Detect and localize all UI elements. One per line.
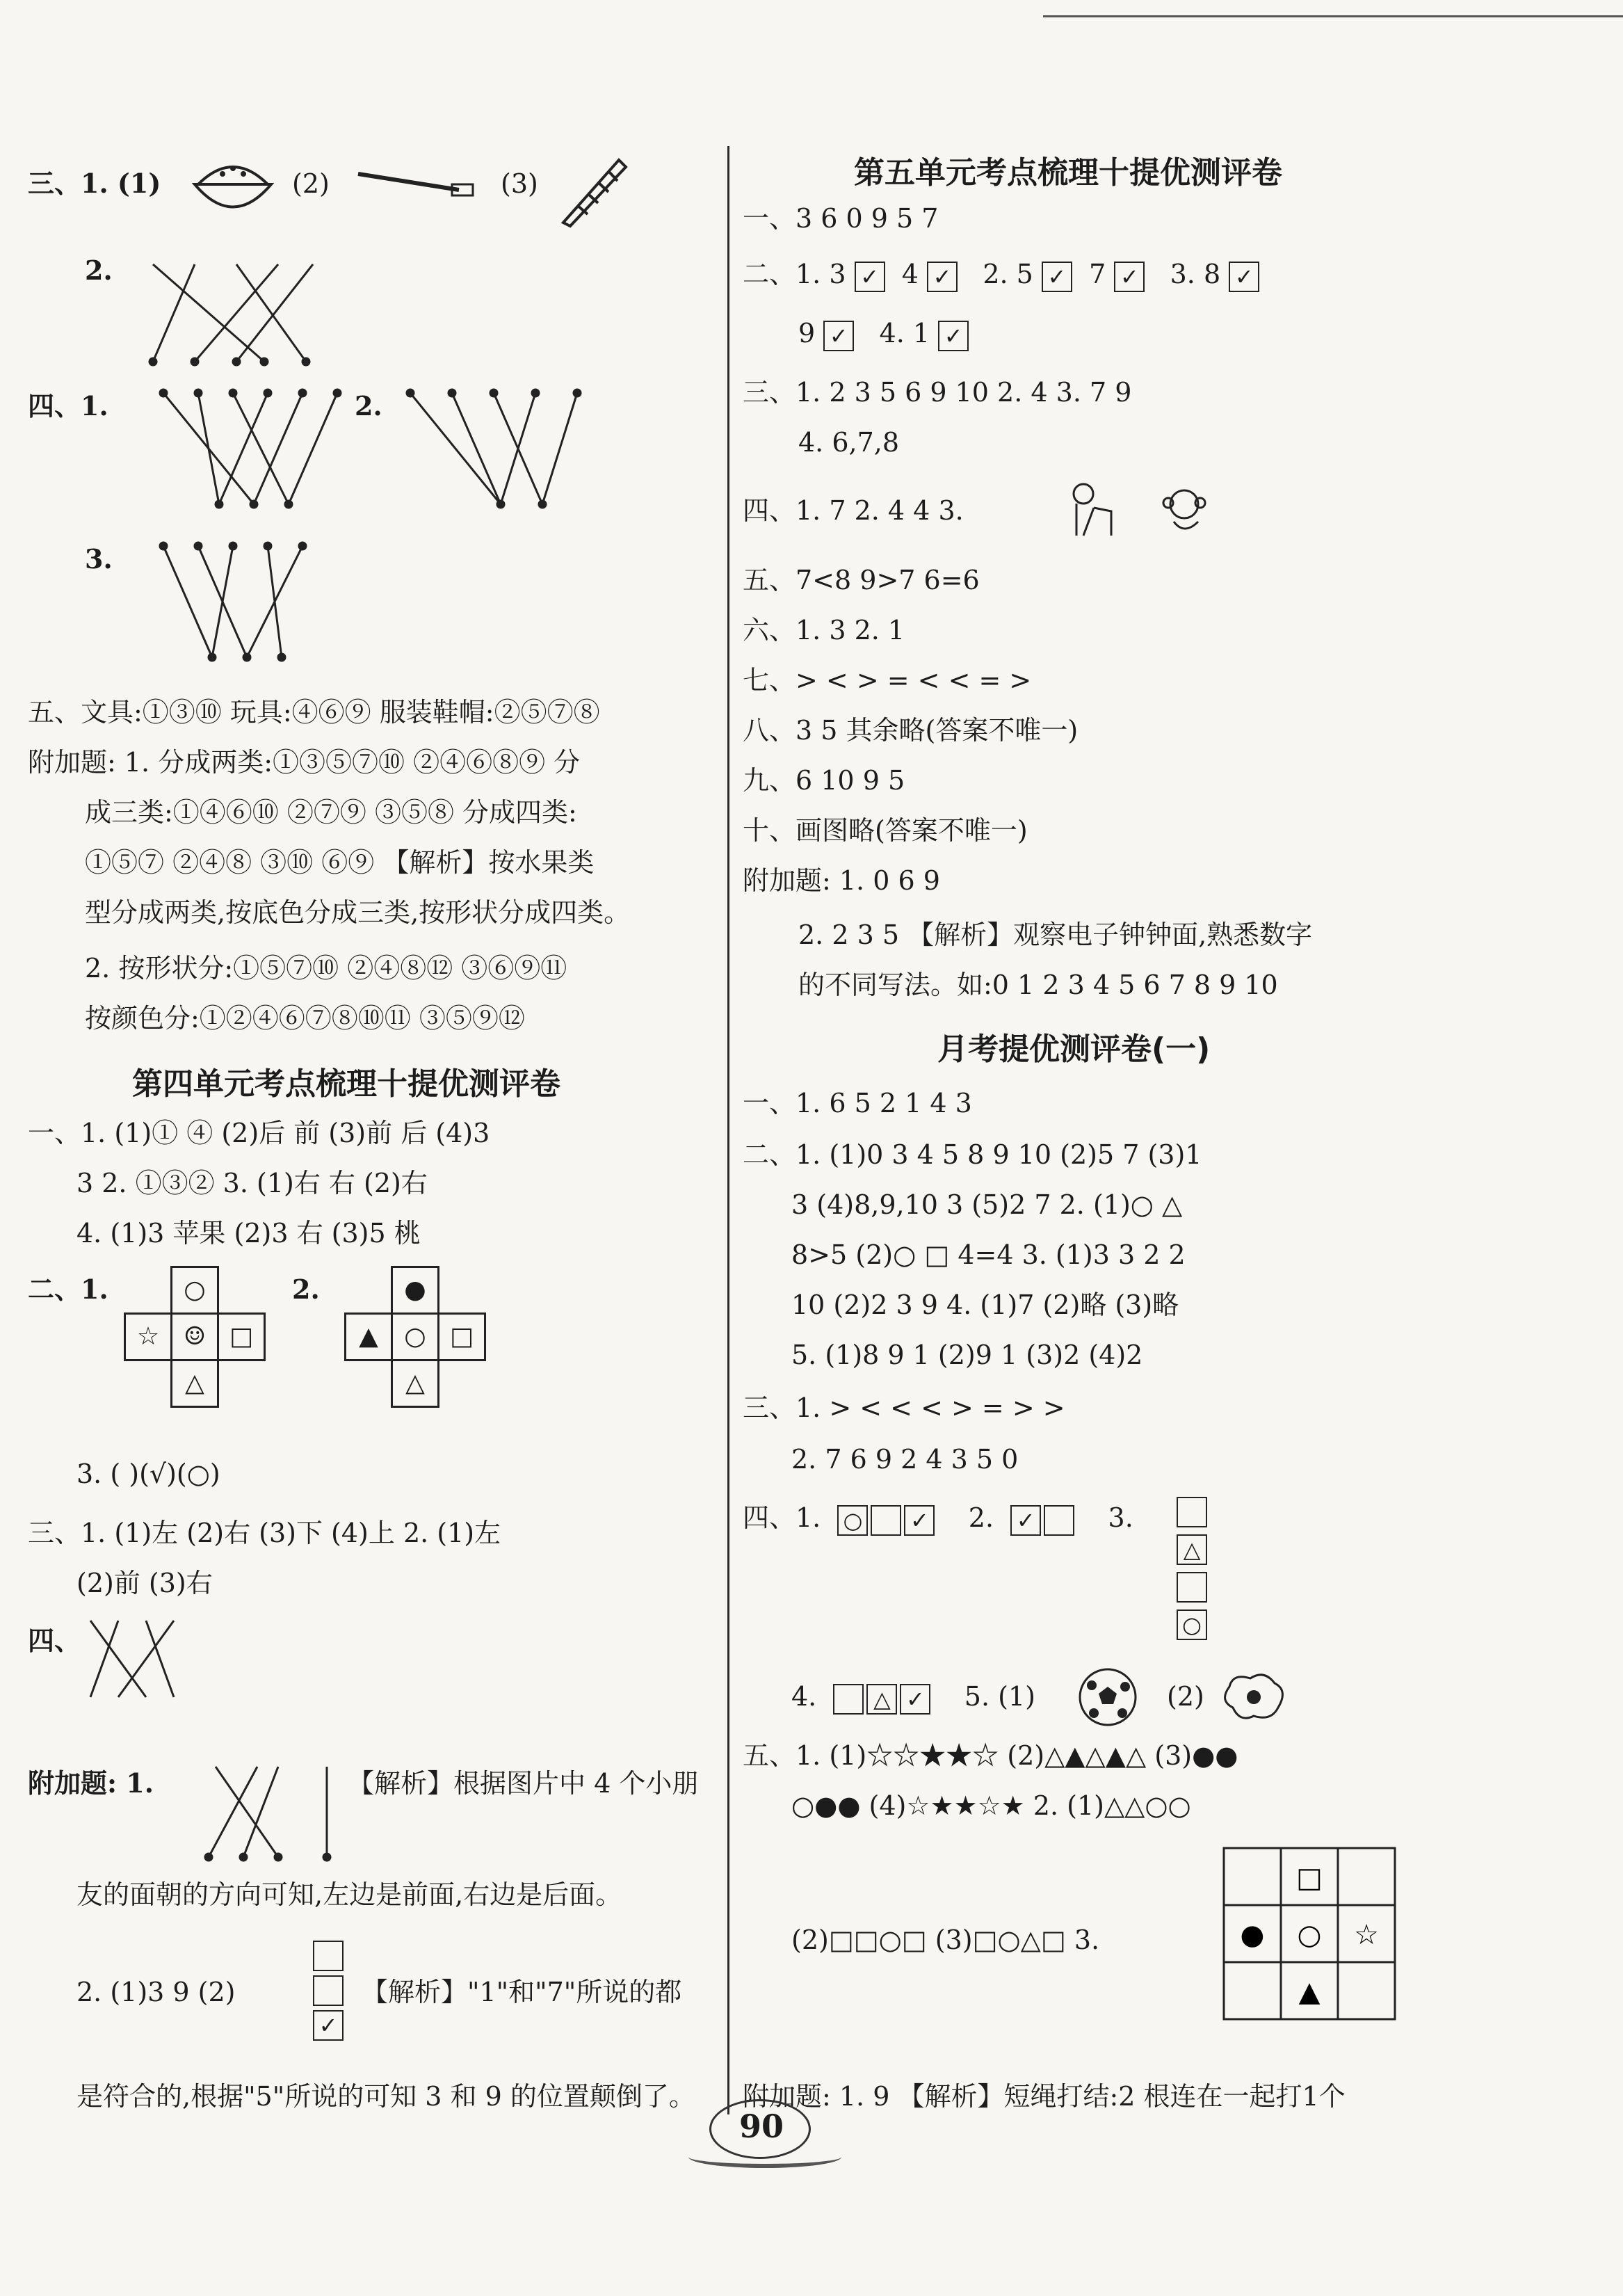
toothbrush-icon bbox=[355, 163, 480, 205]
matching-lines-2 bbox=[129, 379, 379, 518]
m5-line-c: (2)□□○□ (3)□○△□ 3. bbox=[791, 1925, 1100, 1955]
r3-line-a: 三、1. 2 3 5 6 9 10 2. 4 3. 7 9 bbox=[743, 377, 1132, 408]
matching-lines-5 bbox=[76, 1614, 202, 1711]
s5-line: 五、文具:①③⑩ 玩具:④⑥⑨ 服装鞋帽:②⑤⑦⑧ bbox=[28, 697, 600, 728]
r2f-text: 9 bbox=[798, 318, 816, 348]
unit4-title: 第四单元考点梳理十提优测评卷 bbox=[132, 1066, 560, 1102]
madd-line: 附加题: 1. 9 【解析】短绳打结:2 根连在一起打1个 bbox=[743, 2081, 1346, 2112]
stack-box-2 bbox=[313, 1975, 344, 2006]
m4c-text: 3. bbox=[1108, 1502, 1133, 1533]
m2-line-e: 5. (1)8 9 1 (2)9 1 (3)2 (4)2 bbox=[791, 1340, 1143, 1370]
answer-box bbox=[871, 1505, 901, 1536]
rice-bowl-icon bbox=[188, 153, 278, 223]
answer-box: ✓ bbox=[1010, 1505, 1041, 1536]
s3-2-label: 2. bbox=[85, 255, 113, 286]
grid2-left: ▲ bbox=[344, 1312, 393, 1361]
r2-line-b bbox=[798, 316, 969, 351]
radd2-line-a: 2. 2 3 5 【解析】观察电子钟钟面,熟悉数字 bbox=[798, 920, 1313, 950]
answer-box bbox=[833, 1684, 864, 1715]
m4d-text: 4. bbox=[791, 1681, 817, 1712]
grid1-center: ☺ bbox=[170, 1312, 219, 1361]
m4-line bbox=[743, 1501, 1133, 1536]
m2-line-c: 8>5 (2)○ □ 4=4 3. (1)3 3 2 2 bbox=[791, 1239, 1186, 1270]
r2c-text: 2. 5 bbox=[983, 259, 1033, 289]
add1-line-a: 附加题: 1. 分成两类:①③⑤⑦⑩ ②④⑥⑧⑨ 分 bbox=[28, 747, 581, 778]
m2-line-a: 二、1. (1)0 3 4 5 8 9 10 (2)5 7 (3)1 bbox=[743, 1139, 1202, 1170]
grid3-cell-filled-circle: ● bbox=[1240, 1919, 1265, 1951]
u4-add2-explanation-2: 是符合的,根据"5"所说的可知 3 和 9 的位置颠倒了。 bbox=[76, 2081, 695, 2112]
check-box: ✓ bbox=[927, 262, 958, 292]
m1-line: 一、1. 6 5 2 1 4 3 bbox=[743, 1088, 972, 1118]
matching-lines-6 bbox=[188, 1753, 348, 1871]
r2b-text: 4 bbox=[901, 259, 919, 289]
add1-line-c: ①⑤⑦ ②④⑧ ③⑩ ⑥⑨ 【解析】按水果类 bbox=[85, 847, 595, 878]
grid1-right: □ bbox=[217, 1312, 266, 1361]
u4-3-line-a: 三、1. (1)左 (2)右 (3)下 (4)上 2. (1)左 bbox=[28, 1518, 501, 1548]
s3-1b-label: (2) bbox=[292, 168, 330, 199]
u4-add2-explanation: 【解析】"1"和"7"所说的都 bbox=[362, 1977, 682, 2007]
s3-1-label: 三、1. (1) bbox=[28, 168, 161, 199]
s4-1-label: 四、1. bbox=[28, 390, 108, 422]
grid1-bottom: △ bbox=[170, 1359, 219, 1408]
add2-line-b: 按颜色分:①②④⑥⑦⑧⑩⑪ ③⑤⑨⑫ bbox=[85, 1003, 525, 1034]
u4-add1-label: 附加题: 1. bbox=[28, 1767, 154, 1799]
r3-line-b: 4. 6,7,8 bbox=[798, 427, 900, 458]
flower-cloud-icon bbox=[1216, 1666, 1292, 1728]
u4-2-3-line: 3. ( )(√)(○) bbox=[76, 1459, 220, 1489]
matching-lines-4 bbox=[129, 532, 365, 671]
check-box: ✓ bbox=[938, 321, 969, 351]
u4-4-label: 四、 bbox=[28, 1625, 81, 1656]
m3-line-b: 2. 7 6 9 2 4 3 5 0 bbox=[791, 1444, 1019, 1475]
r10-line: 十、画图略(答案不唯一) bbox=[743, 815, 1028, 846]
add1-line-b: 成三类:①④⑥⑩ ②⑦⑨ ③⑤⑧ 分成四类: bbox=[85, 797, 577, 828]
stack-box-3: ✓ bbox=[313, 2010, 344, 2041]
r1-line: 一、3 6 0 9 5 7 bbox=[743, 203, 939, 234]
m4f-text: (2) bbox=[1167, 1681, 1204, 1712]
u4-3-line-b: (2)前 (3)右 bbox=[76, 1568, 213, 1598]
check-box: ✓ bbox=[1114, 262, 1145, 292]
m3-line-a: 三、1. > < < < > = > > bbox=[743, 1392, 1065, 1423]
add2-line-a: 2. 按形状分:①⑤⑦⑩ ②④⑧⑫ ③⑥⑨⑪ bbox=[85, 953, 567, 984]
r2a-text: 二、1. 3 bbox=[743, 259, 846, 289]
monthly-test-title: 月考提优测评卷(一) bbox=[937, 1031, 1211, 1067]
u4-add2-line: 2. (1)3 9 (2) bbox=[76, 1977, 236, 2007]
u4-1-line-a: 一、1. (1)① ④ (2)后 前 (3)前 后 (4)3 bbox=[28, 1118, 490, 1148]
s4-3-label: 3. bbox=[85, 543, 113, 575]
u4-add1-explanation: 【解析】根据图片中 4 个小朋 bbox=[348, 1768, 699, 1799]
top-rule bbox=[1043, 15, 1623, 17]
stack-box-2: △ bbox=[1177, 1534, 1207, 1565]
stack-box-1 bbox=[313, 1941, 344, 1971]
check-box: ✓ bbox=[1229, 262, 1259, 292]
dog-icon bbox=[1063, 480, 1118, 543]
u4-2-2-label: 2. bbox=[292, 1274, 320, 1305]
page-number: 90 bbox=[738, 2108, 784, 2145]
stack-box-4: ○ bbox=[1177, 1609, 1207, 1640]
s3-1c-label: (3) bbox=[501, 168, 538, 199]
grid2-right: □ bbox=[437, 1312, 486, 1361]
m2-line-b: 3 (4)8,9,10 3 (5)2 7 2. (1)○ △ bbox=[791, 1189, 1183, 1220]
grid2-center: ○ bbox=[391, 1312, 439, 1361]
grid2-bottom: △ bbox=[391, 1359, 439, 1408]
r5-line: 五、7<8 9>7 6=6 bbox=[743, 565, 980, 595]
m4-line-2 bbox=[791, 1680, 1035, 1715]
m4e-text: 5. (1) bbox=[964, 1681, 1035, 1712]
r8-line: 八、3 5 其余略(答案不唯一) bbox=[743, 715, 1079, 746]
r9-line: 九、6 10 9 5 bbox=[743, 765, 905, 796]
matching-lines-3 bbox=[396, 379, 619, 518]
r4-line: 四、1. 7 2. 4 4 3. bbox=[743, 495, 964, 526]
r2e-text: 3. 8 bbox=[1170, 259, 1221, 289]
u4-1-line-c: 4. (1)3 苹果 (2)3 右 (3)5 桃 bbox=[76, 1218, 421, 1249]
r2g-text: 4. 1 bbox=[879, 318, 930, 348]
add1-line-d: 型分成两类,按底色分成三类,按形状分成四类。 bbox=[85, 897, 631, 928]
answer-box: ✓ bbox=[900, 1684, 930, 1715]
grid3-cell-square: □ bbox=[1296, 1862, 1323, 1894]
grid3-cell-star: ☆ bbox=[1354, 1919, 1379, 1951]
answer-box: △ bbox=[866, 1684, 897, 1715]
matching-lines-1 bbox=[125, 250, 348, 376]
m5-line-a: 五、1. (1)☆☆★★☆ (2)△▲△▲△ (3)●● bbox=[743, 1740, 1238, 1771]
r2-line-a bbox=[743, 257, 1259, 292]
unit5-title: 第五单元考点梳理十提优测评卷 bbox=[854, 155, 1282, 191]
u4-add1-explanation-2: 友的面朝的方向可知,左边是前面,右边是后面。 bbox=[76, 1879, 622, 1910]
comb-icon bbox=[556, 146, 633, 230]
stack-box-3 bbox=[1177, 1572, 1207, 1603]
radd1-line: 附加题: 1. 0 6 9 bbox=[743, 865, 940, 896]
check-box: ✓ bbox=[823, 321, 854, 351]
grid-3x3 bbox=[1222, 1847, 1396, 2021]
u4-2-1-label: 二、1. bbox=[28, 1274, 108, 1305]
stack-box-1 bbox=[1177, 1497, 1207, 1527]
r2d-text: 7 bbox=[1089, 259, 1106, 289]
grid1-left: ☆ bbox=[124, 1312, 172, 1361]
column-divider bbox=[727, 146, 729, 2114]
s4-2-label: 2. bbox=[355, 390, 382, 422]
m5-line-b: ○●● (4)☆★★☆★ 2. (1)△△○○ bbox=[791, 1790, 1191, 1821]
radd2-line-b: 的不同写法。如:0 1 2 3 4 5 6 7 8 9 10 bbox=[798, 970, 1278, 1000]
answer-box bbox=[1044, 1505, 1074, 1536]
r6-line: 六、1. 3 2. 1 bbox=[743, 615, 905, 645]
soccer-ball-icon bbox=[1076, 1666, 1139, 1728]
grid3-cell-circle: ○ bbox=[1297, 1919, 1322, 1951]
m2-line-d: 10 (2)2 3 9 4. (1)7 (2)略 (3)略 bbox=[791, 1290, 1179, 1320]
grid3-cell-triangle: ▲ bbox=[1298, 1976, 1321, 2008]
m4b-text: 2. bbox=[968, 1502, 994, 1533]
grid2-top: ● bbox=[391, 1266, 439, 1315]
monkey-icon bbox=[1160, 483, 1216, 539]
r7-line: 七、> < > = < < = > bbox=[743, 665, 1032, 696]
answer-box: ○ bbox=[837, 1505, 868, 1536]
check-box: ✓ bbox=[855, 262, 885, 292]
m4a-text: 四、1. bbox=[743, 1502, 821, 1533]
answer-box: ✓ bbox=[904, 1505, 935, 1536]
u4-1-line-b: 3 2. ①③② 3. (1)右 右 (2)右 bbox=[76, 1168, 428, 1198]
check-box: ✓ bbox=[1042, 262, 1072, 292]
grid1-top: ○ bbox=[170, 1266, 219, 1315]
